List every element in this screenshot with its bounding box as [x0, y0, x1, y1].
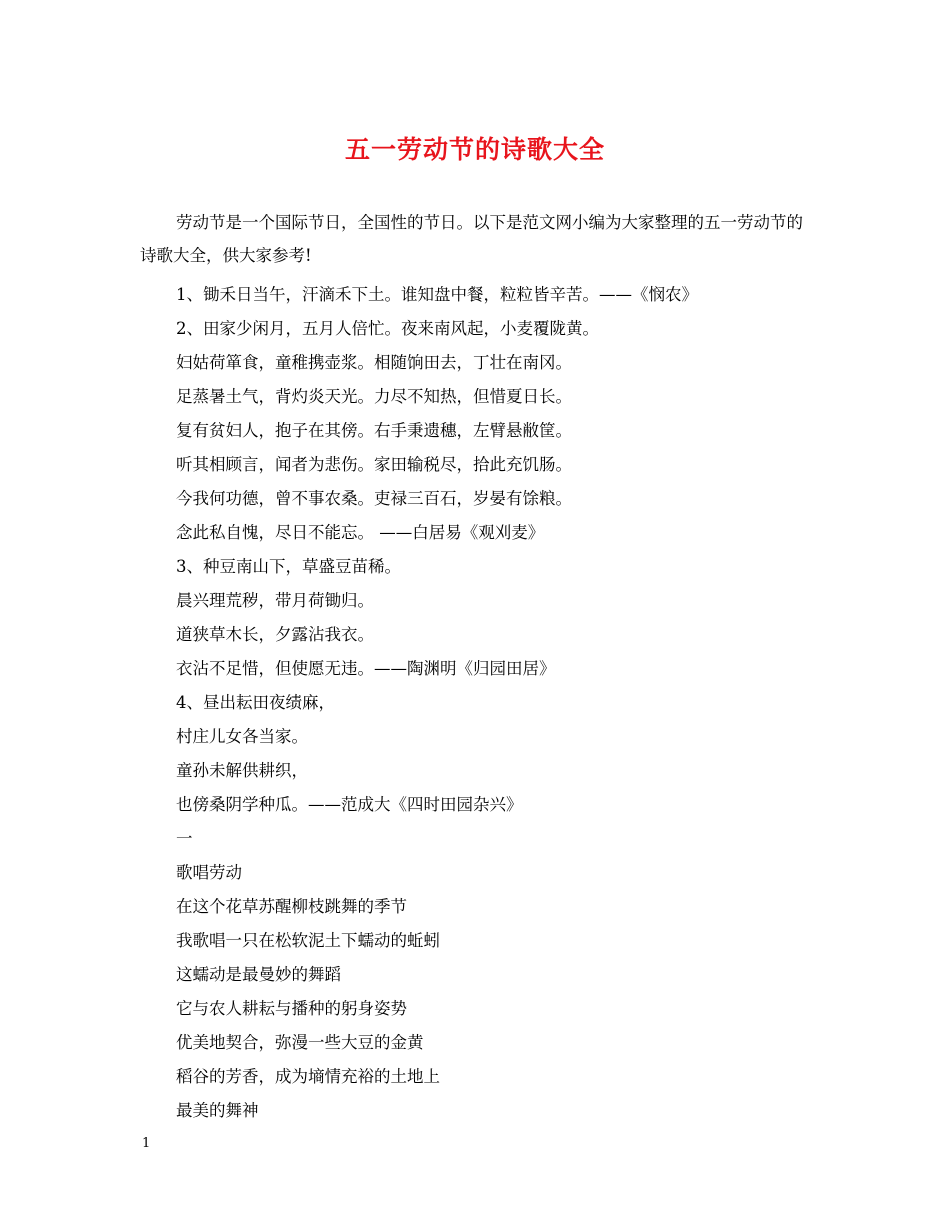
text-line: 也傍桑阴学种瓜。——范成大《四时田园杂兴》 [176, 795, 523, 814]
text-line: 妇姑荷箪食，童稚携壶浆。相随饷田去，丁壮在南冈。 [176, 353, 572, 372]
text-line: 我歌唱一只在松软泥土下蠕动的蚯蚓 [176, 931, 440, 950]
text-line: 足蒸暑土气，背灼炎天光。力尽不知热，但惜夏日长。 [176, 387, 572, 406]
text-line: 衣沾不足惜，但使愿无违。——陶渊明《归园田居》 [176, 659, 556, 678]
text-line: 稻谷的芳香，成为墒情充裕的土地上 [176, 1067, 440, 1086]
text-line: 晨兴理荒秽，带月荷锄归。 [176, 591, 374, 610]
text-line: 童孙未解供耕织， [176, 761, 308, 780]
text-line: 村庄儿女各当家。 [176, 727, 308, 746]
page-number: 1 [142, 1136, 151, 1151]
text-line: 复有贫妇人，抱子在其傍。右手秉遗穗，左臂悬敝筐。 [176, 421, 572, 440]
document-title: 五一劳动节的诗歌大全 [344, 135, 605, 164]
text-line: 2、田家少闲月，五月人倍忙。夜来南风起，小麦覆陇黄。 [176, 319, 599, 338]
text-line: 1、锄禾日当午，汗滴禾下土。谁知盘中餐，粒粒皆辛苦。——《悯农》 [176, 285, 698, 304]
text-line: 道狭草木长，夕露沾我衣。 [176, 625, 374, 644]
text-line: 念此私自愧，尽日不能忘。 ——白居易《观刈麦》 [176, 523, 545, 542]
text-line: 优美地契合，弥漫一些大豆的金黄 [176, 1033, 424, 1052]
text-line: 今我何功德，曾不事农桑。吏禄三百石，岁晏有馀粮。 [176, 489, 572, 508]
text-line: 最美的舞神 [176, 1101, 259, 1120]
text-line: 这蠕动是最曼妙的舞蹈 [176, 965, 341, 984]
text-line: 在这个花草苏醒柳枝跳舞的季节 [176, 897, 407, 916]
text-line: 3、种豆南山下，草盛豆苗稀。 [176, 557, 401, 576]
text-line: 听其相顾言，闻者为悲伤。家田输税尽，拾此充饥肠。 [176, 455, 572, 474]
intro-paragraph: 劳动节是一个国际节日，全国性的节日。以下是范文网小编为大家整理的五一劳动节的诗歌大全，供大家参考! [140, 213, 803, 265]
text-line: 歌唱劳动 [176, 863, 242, 882]
text-line: 4、昼出耘田夜绩麻， [176, 693, 335, 712]
text-line: 一 [176, 829, 193, 848]
text-line: 它与农人耕耘与播种的躬身姿势 [176, 999, 407, 1018]
poem-lines [176, 278, 816, 1128]
